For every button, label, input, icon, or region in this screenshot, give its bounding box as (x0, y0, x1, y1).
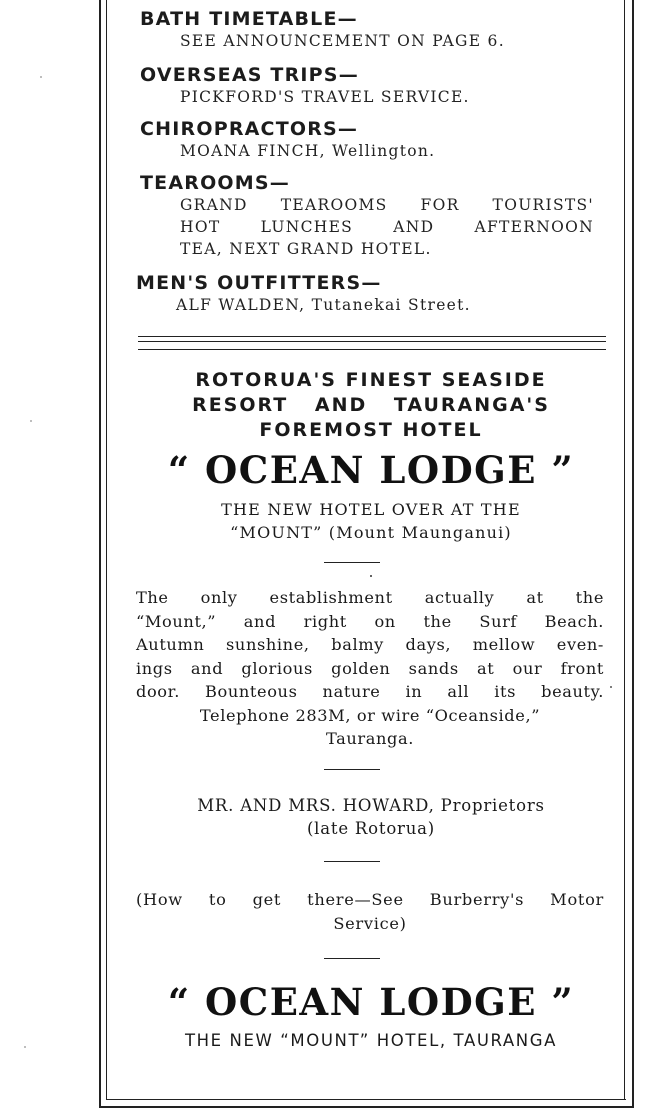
advert-proprietors (136, 794, 606, 840)
ornament-dot (370, 575, 372, 577)
directory-detail (140, 194, 610, 260)
short-divider (324, 861, 380, 862)
advert-title: “ OCEAN LODGE ” (167, 448, 575, 492)
scan-speck (24, 1046, 26, 1048)
proprietors-line: (late Rotorua) (306, 819, 436, 838)
directions-line: Service) (333, 913, 407, 933)
directory-entry (140, 8, 505, 52)
directory-heading: TEAROOMS— (140, 172, 290, 194)
directory-heading: CHIROPRACTORS— (140, 118, 359, 140)
scan-speck (30, 420, 32, 422)
short-divider (324, 562, 380, 563)
directory-detail: SEE ANNOUNCEMENT ON PAGE 6. (180, 32, 505, 50)
tagline-line: FOREMOST HOTEL (259, 419, 483, 441)
advert-tagline (136, 368, 606, 443)
directory-heading: MEN'S OUTFITTERS— (136, 272, 382, 294)
tagline-line: ROTORUA'S FINEST SEASIDE (195, 369, 547, 391)
section-divider (138, 336, 606, 350)
directory-detail: ALF WALDEN, Tutanekai Street. (176, 296, 471, 314)
scan-speck (40, 76, 42, 78)
scan-speck (610, 686, 612, 688)
directory-entry (136, 272, 471, 316)
description-line: ings and glorious golden sands at our front (136, 658, 604, 678)
directory-detail: MOANA FINCH, Wellington. (180, 142, 436, 160)
frame-left-inner (106, 0, 107, 1100)
directory-detail-line: TEA, NEXT GRAND HOTEL. (180, 240, 432, 258)
subtitle-line: THE NEW HOTEL OVER AT THE (221, 500, 521, 519)
description-line: “Mount,” and right on the Surf Beach. (136, 611, 604, 631)
advert-description (136, 586, 604, 751)
directions-line: (How to get there—See Burberry's Motor (136, 890, 604, 909)
advert-directions (136, 888, 604, 935)
advertisement-page (108, 0, 626, 1100)
proprietors-line: MR. AND MRS. HOWARD, Proprietors (197, 796, 545, 815)
frame-right-outer (632, 0, 634, 1108)
advert-subtitle (136, 498, 606, 544)
description-line: The only establishment actually at the (136, 588, 604, 607)
short-divider (324, 769, 380, 770)
directory-detail-line: HOT LUNCHES AND AFTERNOON (180, 218, 594, 236)
footer-title: “ OCEAN LODGE ” (167, 980, 575, 1024)
description-line: Autumn sunshine, balmy days, mellow even- (136, 635, 604, 654)
directory-heading: OVERSEAS TRIPS— (140, 64, 359, 86)
footer-line: THE NEW “MOUNT” HOTEL, TAURANGA (184, 1031, 558, 1050)
directory-heading: BATH TIMETABLE— (140, 8, 358, 30)
subtitle-line: “MOUNT” (Mount Maunganui) (230, 523, 512, 542)
description-line: door. Bounteous nature in all its beauty. (136, 682, 604, 701)
directory-entry (140, 118, 435, 162)
frame-left-outer (99, 0, 101, 1108)
contact-line: Telephone 283M, or wire “Oceanside,” (199, 705, 541, 725)
directory-entry (140, 172, 610, 260)
frame-bottom-outer (99, 1106, 634, 1108)
contact-line: Tauranga. (326, 729, 414, 748)
directory-entry (140, 64, 470, 108)
directory-detail-line: GRAND TEAROOMS FOR TOURISTS' (180, 196, 594, 214)
directory-detail: PICKFORD'S TRAVEL SERVICE. (180, 88, 470, 106)
short-divider (324, 958, 380, 959)
tagline-line: RESORT AND TAURANGA'S (192, 394, 550, 416)
